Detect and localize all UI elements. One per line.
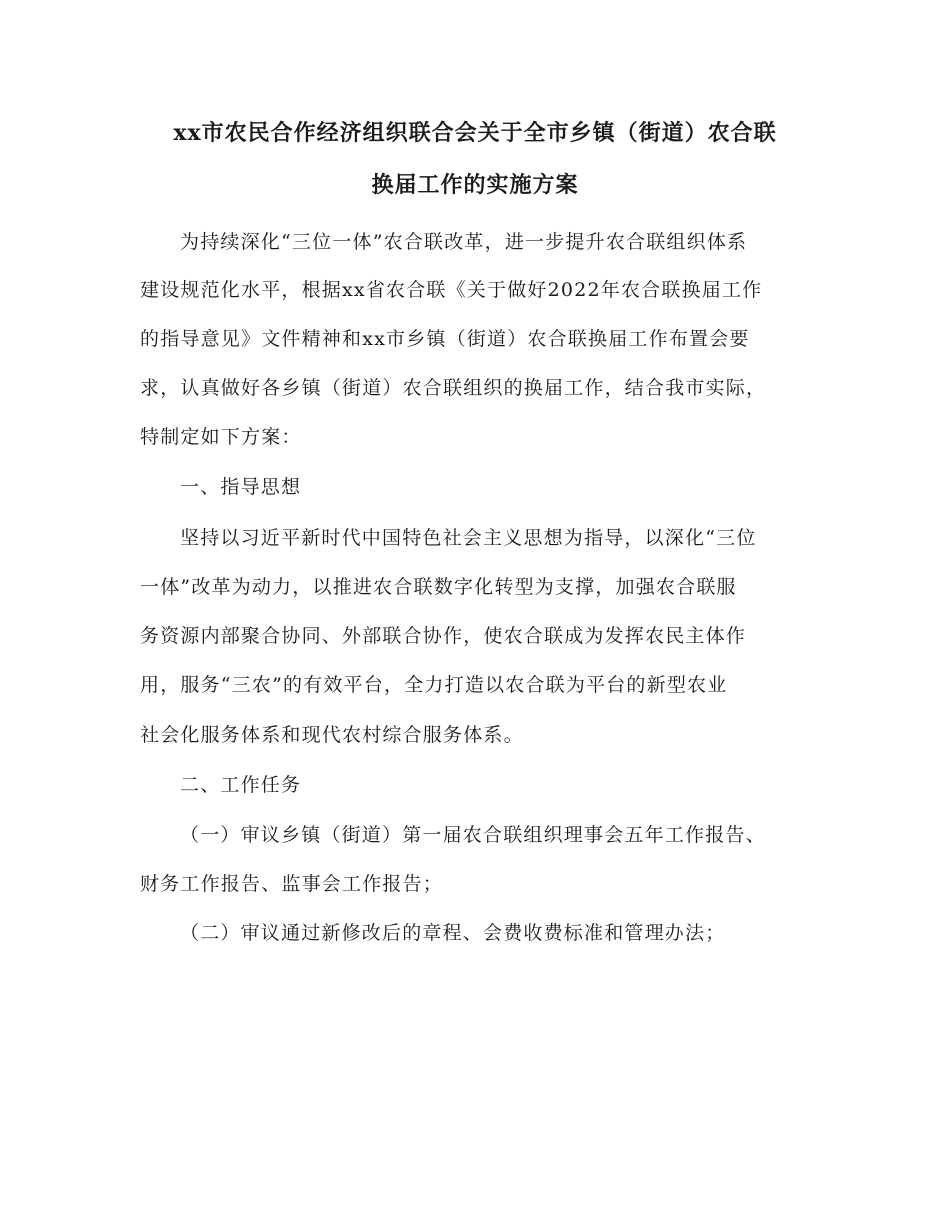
list-item-line: （一）审议乡镇（街道）第一届农合联组织理事会五年工作报告、 [180, 824, 766, 846]
paragraph-line: 务资源内部聚合协同、外部联合协作，使农合联成为发挥农民主体作 [140, 625, 747, 647]
document-title-line-2: 换届工作的实施方案 [371, 172, 579, 198]
document-title-line-1: xx市农民合作经济组织联合会关于全市乡镇（街道）农合联 [173, 120, 777, 146]
list-item-line: 财务工作报告、监事会工作报告； [140, 873, 444, 895]
paragraph-line: 社会化服务体系和现代农村综合服务体系。 [140, 724, 524, 746]
paragraph-line: 用，服务“三农”的有效平台，全力打造以农合联为平台的新型农业 [140, 674, 728, 696]
section-heading: 一、指导思想 [180, 476, 302, 498]
list-item-line: （二）审议通过新修改后的章程、会费收费标准和管理办法； [180, 922, 726, 944]
paragraph-line: 坚持以习近平新时代中国特色社会主义思想为指导，以深化“三位 [180, 527, 757, 549]
section-heading: 二、工作任务 [180, 774, 302, 796]
paragraph-line: 建设规范化水平，根据xx省农合联《关于做好2022年农合联换届工作 [140, 279, 763, 301]
paragraph-line: 特制定如下方案： [140, 426, 302, 448]
paragraph-line: 一体”改革为动力，以推进农合联数字化转型为支撑，加强农合联服 [140, 576, 737, 598]
paragraph-line: 为持续深化“三位一体”农合联改革，进一步提升农合联组织体系 [180, 231, 748, 253]
paragraph-line: 的指导意见》文件精神和xx市乡镇（街道）农合联换届工作布置会要 [140, 328, 750, 350]
paragraph-line: 求，认真做好各乡镇（街道）农合联组织的换届工作，结合我市实际， [140, 377, 767, 399]
